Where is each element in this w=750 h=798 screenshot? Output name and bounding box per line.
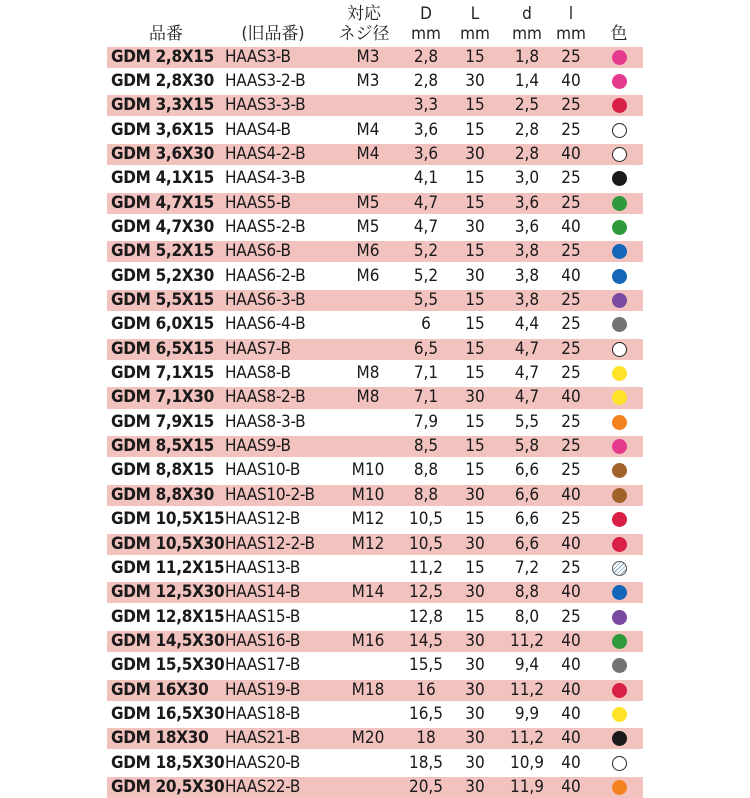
cell-L: 15 [465,460,485,481]
cell-old: HAAS5-B [225,192,291,213]
table-row [107,704,643,725]
cell-code: GDM 15,5X30 [111,655,225,676]
cell-D: 5,2 [413,265,439,286]
cell-d: 4,7 [514,338,540,359]
cell-d: 8,0 [514,606,540,627]
cell-old: HAAS6-4-B [225,314,306,335]
header-D-unit: mm [411,24,441,44]
cell-d: 6,6 [514,533,540,554]
cell-old: HAAS5-2-B [225,216,306,237]
cell-thread [342,95,394,116]
cell-code: GDM 2,8X15 [111,46,214,67]
cell-D: 2,8 [413,70,439,91]
cell-D: 3,6 [413,119,439,140]
color-swatch-red [612,537,627,552]
cell-D: 6 [421,314,431,335]
table-row [107,193,643,214]
cell-L: 15 [465,557,485,578]
cell-L: 15 [465,363,485,384]
cell-thread: M4 [356,143,380,164]
cell-l: 25 [561,509,581,530]
cell-thread: M5 [356,192,380,213]
cell-D: 7,1 [413,363,439,384]
cell-thread: M12 [351,533,385,554]
cell-code: GDM 10,5X15 [111,509,225,530]
cell-old: HAAS17-B [225,655,301,676]
cell-code: GDM 10,5X30 [111,533,225,554]
cell-L: 15 [465,95,485,116]
cell-d: 11,2 [509,630,545,651]
table-row [107,339,643,360]
cell-l: 40 [561,752,581,773]
color-swatch-yellow [612,390,627,405]
cell-old: HAAS6-3-B [225,290,306,310]
cell-d: 11,2 [509,728,545,749]
cell-d: 9,4 [514,655,540,676]
color-swatch-blue [612,269,627,284]
cell-d: 11,9 [509,777,545,797]
table-row [107,363,643,384]
color-swatch-red [612,683,627,698]
cell-old: HAAS10-2-B [225,484,315,505]
cell-code: GDM 4,7X30 [111,216,214,237]
header-l-unit: mm [556,24,586,44]
color-swatch-orange [612,780,627,795]
cell-code: GDM 20,5X30 [111,777,225,797]
cell-L: 30 [465,679,485,700]
cell-code: GDM 5,2X15 [111,241,214,262]
cell-old: HAAS4-B [225,119,291,140]
cell-code: GDM 7,9X15 [111,411,214,432]
cell-thread [342,753,394,774]
header-d-unit: mm [512,24,542,44]
cell-l: 40 [561,70,581,91]
color-swatch-blue [612,244,627,259]
cell-code: GDM 3,6X15 [111,119,214,140]
cell-l: 40 [561,655,581,676]
cell-code: GDM 5,5X15 [111,290,214,310]
cell-D: 12,5 [408,582,444,603]
cell-thread: M5 [356,216,380,237]
cell-D: 8,5 [413,436,439,457]
cell-d: 4,7 [514,363,540,384]
cell-thread: M12 [351,509,385,530]
table-row [107,290,643,311]
color-swatch-purple [612,293,627,308]
cell-thread [342,436,394,457]
color-swatch-yellow [612,366,627,381]
cell-thread: M8 [356,387,380,408]
cell-L: 15 [465,338,485,359]
cell-L: 30 [465,777,485,797]
cell-D: 3,3 [413,95,439,116]
cell-l: 40 [561,679,581,700]
cell-L: 15 [465,411,485,432]
header-L-unit: mm [460,24,490,44]
color-swatch-red [612,512,627,527]
header-d-line1: d [522,4,532,24]
cell-d: 3,6 [514,216,540,237]
cell-D: 2,8 [413,46,439,67]
cell-L: 30 [465,387,485,408]
cell-old: HAAS3-2-B [225,70,306,91]
table-row [107,728,643,749]
cell-old: HAAS16-B [225,630,301,651]
color-swatch-white [612,342,627,357]
cell-thread [342,339,394,360]
table-row [107,168,643,189]
cell-D: 15,5 [408,655,444,676]
table-row [107,509,643,530]
table-row [107,241,643,262]
table-row [107,582,643,603]
cell-L: 15 [465,241,485,262]
cell-old: HAAS8-B [225,363,291,384]
color-swatch-white [612,147,627,162]
cell-thread: M14 [351,582,385,603]
cell-old: HAAS22-B [225,777,301,797]
cell-L: 30 [465,143,485,164]
cell-code: GDM 8,8X15 [111,460,214,481]
cell-D: 8,8 [413,460,439,481]
cell-code: GDM 11,2X15 [111,557,225,578]
table-row [107,412,643,433]
cell-old: HAAS13-B [225,557,301,578]
cell-D: 6,5 [413,338,439,359]
cell-d: 2,8 [514,143,540,164]
table-row [107,71,643,92]
cell-D: 3,6 [413,143,439,164]
cell-old: HAAS7-B [225,338,291,359]
color-swatch-orange [612,415,627,430]
table-row [107,436,643,457]
cell-code: GDM 12,5X30 [111,582,225,603]
cell-code: GDM 12,8X15 [111,606,225,627]
cell-d: 3,0 [514,168,540,189]
cell-thread: M18 [351,679,385,700]
cell-l: 25 [561,241,581,262]
color-swatch-black [612,731,627,746]
cell-l: 40 [561,216,581,237]
cell-l: 40 [561,265,581,286]
cell-thread [342,777,394,798]
cell-code: GDM 8,8X30 [111,484,214,505]
cell-thread [342,655,394,676]
table-row [107,387,643,408]
cell-code: GDM 3,6X30 [111,143,214,164]
cell-D: 16,5 [408,703,444,724]
cell-old: HAAS19-B [225,679,301,700]
cell-L: 15 [465,509,485,530]
cell-D: 7,9 [413,411,439,432]
table-row [107,95,643,116]
cell-l: 25 [561,411,581,432]
header-D-line1: D [420,4,432,24]
cell-thread [342,168,394,189]
cell-old: HAAS21-B [225,728,301,749]
cell-code: GDM 2,8X30 [111,70,214,91]
cell-l: 25 [561,119,581,140]
cell-d: 11,2 [509,679,545,700]
cell-thread [342,607,394,628]
table-row [107,485,643,506]
cell-D: 4,7 [413,192,439,213]
cell-d: 2,5 [514,95,540,116]
cell-d: 6,6 [514,484,540,505]
cell-thread [342,412,394,433]
cell-d: 5,8 [514,436,540,457]
cell-D: 18 [416,728,436,749]
header-thread-line1: 対応 [347,4,381,24]
cell-l: 25 [561,460,581,481]
color-swatch-purple [612,610,627,625]
cell-thread: M6 [356,265,380,286]
cell-L: 30 [465,70,485,91]
cell-thread [342,314,394,335]
color-swatch-yellow [612,707,627,722]
cell-thread: M16 [351,630,385,651]
cell-L: 15 [465,168,485,189]
cell-d: 1,8 [514,46,540,67]
color-swatch-green [612,196,627,211]
table-row [107,144,643,165]
cell-code: GDM 3,3X15 [111,95,214,116]
cell-thread [342,290,394,311]
cell-code: GDM 6,0X15 [111,314,214,335]
cell-d: 3,6 [514,192,540,213]
table-row [107,680,643,701]
cell-old: HAAS8-2-B [225,387,306,408]
cell-thread: M20 [351,728,385,749]
cell-l: 40 [561,484,581,505]
color-swatch-white [612,123,627,138]
cell-old: HAAS9-B [225,436,291,457]
cell-L: 15 [465,290,485,310]
cell-l: 25 [561,436,581,457]
cell-old: HAAS3-3-B [225,95,306,116]
cell-l: 25 [561,314,581,335]
cell-L: 30 [465,533,485,554]
cell-l: 40 [561,387,581,408]
cell-old: HAAS4-2-B [225,143,306,164]
table-row [107,534,643,555]
cell-l: 40 [561,582,581,603]
cell-thread: M10 [351,460,385,481]
cell-old: HAAS10-B [225,460,301,481]
cell-old: HAAS12-B [225,509,301,530]
cell-code: GDM 4,1X15 [111,168,214,189]
cell-thread: M6 [356,241,380,262]
header-l-line1: l [568,4,574,24]
table-row [107,607,643,628]
cell-l: 40 [561,728,581,749]
cell-d: 4,7 [514,387,540,408]
cell-d: 5,5 [514,411,540,432]
cell-l: 25 [561,606,581,627]
cell-l: 25 [561,46,581,67]
cell-code: GDM 18X30 [111,728,209,749]
cell-code: GDM 16X30 [111,679,209,700]
cell-d: 1,4 [514,70,540,91]
header-L-line1: L [470,4,480,24]
cell-thread: M3 [356,46,380,67]
header-color: 色 [610,24,628,44]
cell-thread [342,558,394,579]
cell-D: 10,5 [408,509,444,530]
header-thread-line2: ネジ径 [338,24,390,44]
cell-L: 30 [465,484,485,505]
table-row [107,460,643,481]
cell-D: 10,5 [408,533,444,554]
cell-L: 30 [465,752,485,773]
cell-D: 14,5 [408,630,444,651]
cell-thread: M4 [356,119,380,140]
cell-d: 9,9 [514,703,540,724]
cell-old: HAAS15-B [225,606,301,627]
cell-L: 30 [465,655,485,676]
cell-code: GDM 4,7X15 [111,192,214,213]
cell-D: 5,2 [413,241,439,262]
cell-d: 6,6 [514,460,540,481]
cell-l: 25 [561,557,581,578]
cell-l: 40 [561,777,581,797]
cell-old: HAAS6-2-B [225,265,306,286]
table-row [107,314,643,335]
cell-D: 20,5 [408,777,444,797]
cell-L: 30 [465,728,485,749]
cell-code: GDM 5,2X30 [111,265,214,286]
cell-d: 10,9 [509,752,545,773]
cell-code: GDM 7,1X30 [111,387,214,408]
cell-L: 15 [465,314,485,335]
color-swatch-brown [612,463,627,478]
cell-d: 3,8 [514,265,540,286]
cell-thread [342,704,394,725]
cell-L: 30 [465,703,485,724]
table-row [107,217,643,238]
cell-d: 7,2 [514,557,540,578]
cell-D: 18,5 [408,752,444,773]
table-row [107,47,643,68]
cell-old: HAAS18-B [225,703,301,724]
color-swatch-gray [612,658,627,673]
cell-code: GDM 14,5X30 [111,630,225,651]
color-swatch-pink [612,50,627,65]
cell-old: HAAS14-B [225,582,301,603]
cell-D: 5,5 [413,290,439,310]
cell-D: 16 [416,679,436,700]
table-row [107,753,643,774]
cell-L: 15 [465,192,485,213]
cell-old: HAAS4-3-B [225,168,306,189]
cell-d: 3,8 [514,290,540,310]
table-row [107,558,643,579]
cell-d: 6,6 [514,509,540,530]
cell-l: 25 [561,95,581,116]
cell-code: GDM 8,5X15 [111,436,214,457]
color-swatch-brown [612,488,627,503]
cell-old: HAAS12-2-B [225,533,315,554]
cell-L: 15 [465,119,485,140]
cell-D: 7,1 [413,387,439,408]
cell-l: 40 [561,703,581,724]
cell-l: 25 [561,192,581,213]
color-swatch-white [612,756,627,771]
cell-old: HAAS6-B [225,241,291,262]
cell-old: HAAS3-B [225,46,291,67]
cell-L: 15 [465,606,485,627]
cell-code: GDM 16,5X30 [111,703,225,724]
cell-code: GDM 7,1X15 [111,363,214,384]
cell-L: 15 [465,436,485,457]
table-row [107,120,643,141]
color-swatch-clear [612,561,627,576]
cell-old: HAAS8-3-B [225,411,306,432]
cell-L: 15 [465,46,485,67]
cell-thread: M3 [356,70,380,91]
color-swatch-pink [612,74,627,89]
cell-l: 25 [561,290,581,310]
cell-d: 3,8 [514,241,540,262]
color-swatch-green [612,634,627,649]
cell-l: 25 [561,363,581,384]
cell-D: 8,8 [413,484,439,505]
table-row [107,655,643,676]
color-swatch-black [612,171,627,186]
color-swatch-pink [612,439,627,454]
cell-D: 11,2 [408,557,444,578]
cell-code: GDM 6,5X15 [111,338,214,359]
cell-thread: M10 [351,484,385,505]
cell-l: 40 [561,143,581,164]
table-row [107,777,643,798]
cell-L: 30 [465,265,485,286]
cell-L: 30 [465,582,485,603]
cell-l: 40 [561,630,581,651]
color-swatch-blue [612,585,627,600]
cell-d: 4,4 [514,314,540,335]
cell-D: 4,7 [413,216,439,237]
color-swatch-red [612,98,627,113]
cell-l: 25 [561,168,581,189]
cell-l: 25 [561,338,581,359]
cell-old: HAAS20-B [225,752,301,773]
header-code: 品番 [149,24,183,44]
cell-code: GDM 18,5X30 [111,752,225,773]
cell-L: 30 [465,630,485,651]
cell-d: 8,8 [514,582,540,603]
color-swatch-green [612,220,627,235]
cell-D: 4,1 [413,168,439,189]
cell-L: 30 [465,216,485,237]
cell-D: 12,8 [408,606,444,627]
color-swatch-gray [612,317,627,332]
table-row [107,631,643,652]
cell-d: 2,8 [514,119,540,140]
table-row [107,266,643,287]
cell-thread: M8 [356,363,380,384]
cell-l: 40 [561,533,581,554]
header-old-code: (旧品番) [241,24,305,44]
